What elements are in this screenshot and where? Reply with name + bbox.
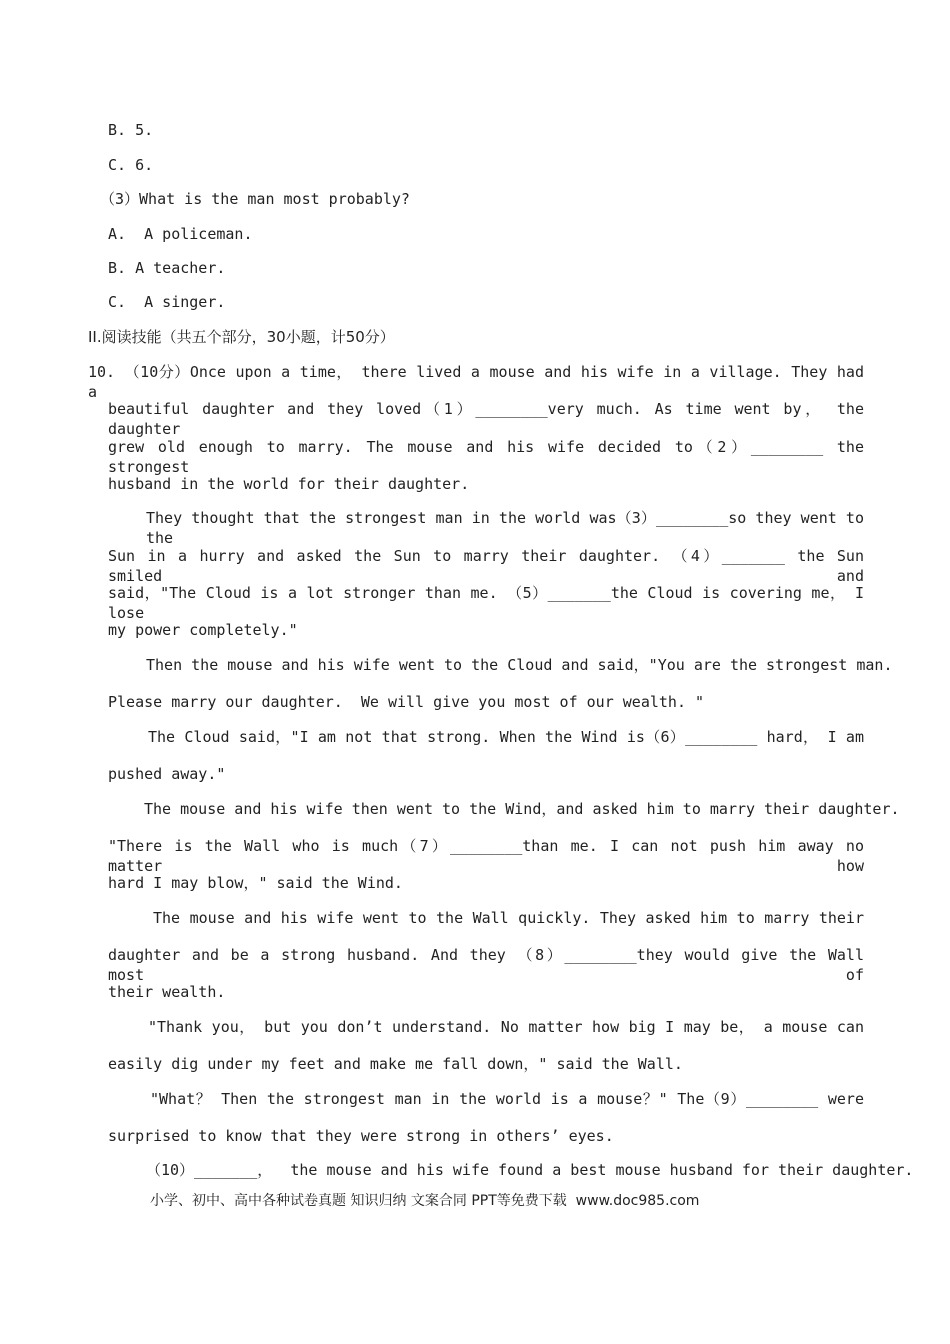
passage-line: （10）_______， the mouse and his wife found a best mouse husband for their daughter. [146, 1161, 914, 1179]
passage-line: husband in the world for their daughter. [108, 475, 470, 493]
passage-line: grew old enough to marry. The mouse and his wife decided to（2）________ the strongest [108, 438, 864, 476]
option-b-5: B. 5. [108, 121, 154, 139]
passage-line: Sun in a hurry and asked the Sun to marry their daughter. （4）_______ the Sun smiled and [108, 547, 864, 585]
passage-line: They thought that the strongest man in the world was（3）________so they went to the [146, 509, 864, 547]
passage-line: The mouse and his wife went to the Wall quickly. They asked him to marry their [153, 909, 864, 927]
passage-line: The Cloud said，"I am not that strong. When the Wind is（6）________ hard， I am [148, 728, 864, 746]
passage-line: said，"The Cloud is a lot stronger than me. （5）_______the Cloud is covering me， I lose [108, 584, 864, 622]
option-a-policeman: A. A policeman. [108, 225, 253, 243]
option-c-6: C. 6. [108, 156, 154, 174]
passage-line: beautiful daughter and they loved（1）________very much. As time went by， the daughter [108, 400, 864, 438]
passage-line: surprised to know that they were strong in others’ eyes. [108, 1127, 614, 1145]
passage-line: The mouse and his wife then went to the Wind，and asked him to marry their daughter. [144, 800, 900, 818]
passage-line: their wealth. [108, 983, 226, 1001]
passage-line: my power completely." [108, 621, 298, 639]
section-title: II.阅读技能（共五个部分，30小题，计50分） [88, 328, 395, 346]
passage-line: pushed away." [108, 765, 226, 783]
footer-banner: 小学、初中、高中各种试卷真题 知识归纳 文案合同 PPT等免费下载 www.doc985.com [150, 1193, 700, 1209]
passage-line: "What？ Then the strongest man in the world is a mouse？" The（9）________ were [150, 1090, 864, 1108]
passage-line: daughter and be a strong husband. And they （8）________they would give the Wall most of [108, 946, 864, 984]
option-b-teacher: B. A teacher. [108, 259, 226, 277]
passage-line: Please marry our daughter. We will give you most of our wealth. " [108, 693, 705, 711]
passage-line: hard I may blow，" said the Wind. [108, 874, 403, 892]
question-3: （3）What is the man most probably? [100, 190, 410, 208]
passage-line: 10. （10分）Once upon a time， there lived a mouse and his wife in a village. They had a [88, 363, 864, 401]
passage-line: "Thank you， but you don’t understand. No matter how big I may be， a mouse can [148, 1018, 864, 1036]
option-c-singer: C. A singer. [108, 293, 226, 311]
passage-line: easily dig under my feet and make me fall down，" said the Wall. [108, 1055, 683, 1073]
passage-line: Then the mouse and his wife went to the Cloud and said，"You are the strongest man. [146, 656, 893, 674]
passage-line: "There is the Wall who is much（7）________than me. I can not push him away no matter how [108, 837, 864, 875]
